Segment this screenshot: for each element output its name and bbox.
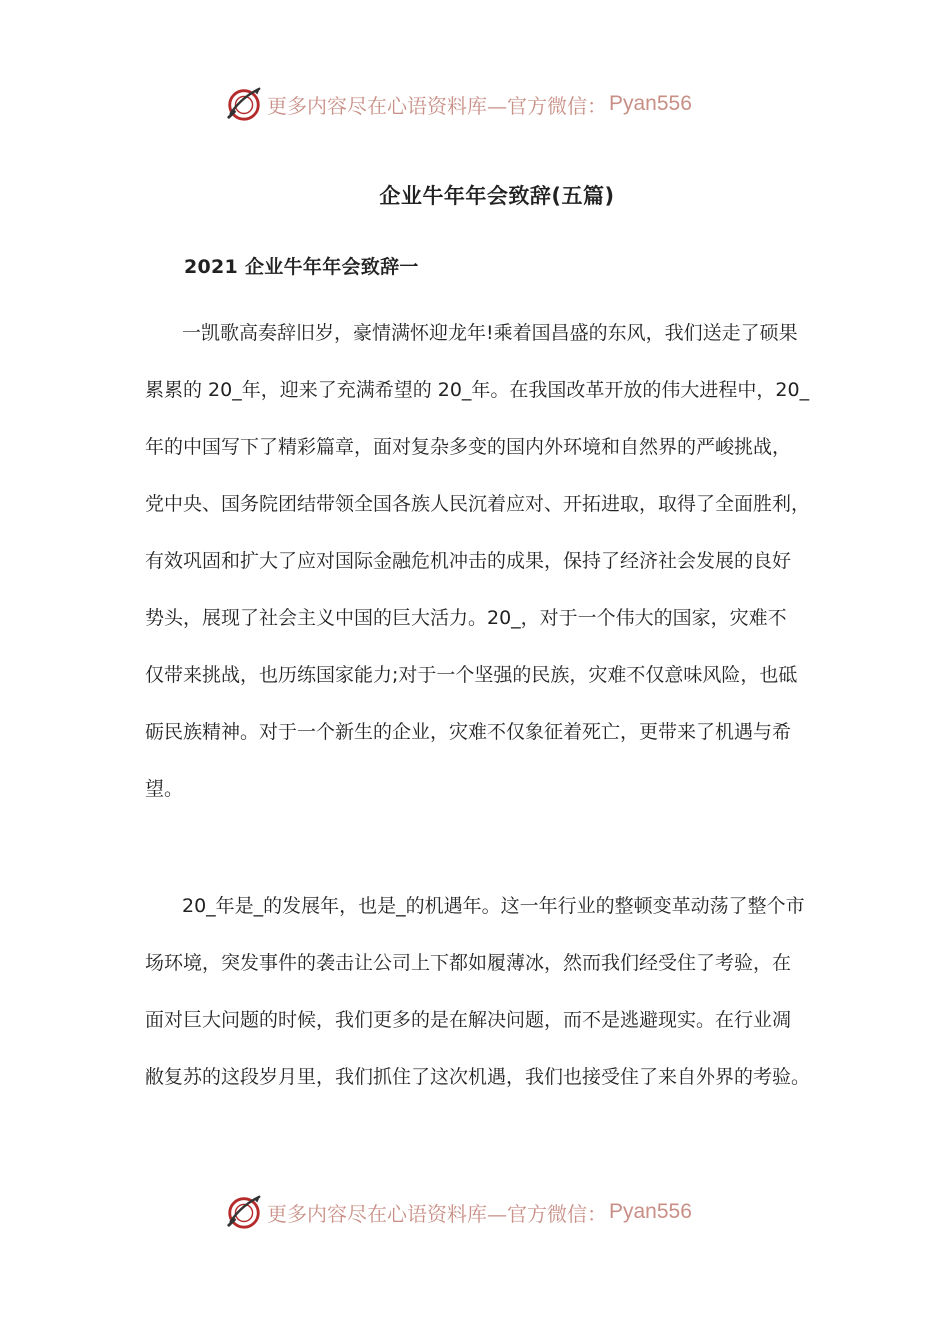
paragraph-line: 党中央、国务院团结带领全国各族人民沉着应对、开拓进取，取得了全面胜利， <box>145 493 811 515</box>
section-title: 2021 企业牛年年会致辞一 <box>184 256 419 278</box>
paragraph-line: 20_年是_的发展年，也是_的机遇年。这一年行业的整顿变革动荡了整个市 <box>182 895 805 917</box>
banner-text: 更多内容尽在心语资料库—官方微信： <box>267 1201 607 1226</box>
paragraph-line: 仅带来挑战，也历练国家能力;对于一个坚强的民族，灾难不仅意味风险，也砥 <box>145 664 798 686</box>
paragraph-line: 敝复苏的这段岁月里，我们抓住了这次机遇，我们也接受住了来自外界的考验。 <box>145 1066 811 1088</box>
paragraph-1 <box>145 318 810 831</box>
paragraph-line: 年的中国写下了精彩篇章，面对复杂多变的国内外环境和自然界的严峻挑战， <box>145 436 792 458</box>
paragraph-line: 累累的 20_年，迎来了充满希望的 20_年。在我国改革开放的伟大进程中，20_ <box>145 379 810 401</box>
banner-wechat-id: Pyan556 <box>609 92 692 115</box>
paragraph-line: 场环境，突发事件的袭击让公司上下都如履薄冰，然而我们经受住了考验，在 <box>145 952 792 974</box>
banner-text: 更多内容尽在心语资料库—官方微信： <box>267 93 607 118</box>
document-title: 企业牛年年会致辞(五篇) <box>379 184 615 208</box>
paragraph-line: 有效巩固和扩大了应对国际金融危机冲击的成果，保持了经济社会发展的良好 <box>145 550 792 572</box>
paragraph-line: 望。 <box>145 778 184 800</box>
xinyu-logo-icon <box>225 1193 263 1231</box>
paragraph-2 <box>145 891 810 1119</box>
xinyu-logo-icon <box>225 85 263 123</box>
paragraph-line: 势头，展现了社会主义中国的巨大活力。20_，对于一个伟大的国家，灾难不 <box>145 607 787 629</box>
header-banner <box>225 84 692 124</box>
footer-banner <box>225 1192 692 1232</box>
paragraph-line: 一凯歌高奏辞旧岁，豪情满怀迎龙年!乘着国昌盛的东风，我们送走了硕果 <box>182 322 798 344</box>
banner-wechat-id: Pyan556 <box>609 1200 692 1223</box>
paragraph-line: 砺民族精神。对于一个新生的企业，灾难不仅象征着死亡，更带来了机遇与希 <box>145 721 792 743</box>
paragraph-line: 面对巨大问题的时候，我们更多的是在解决问题，而不是逃避现实。在行业凋 <box>145 1009 792 1031</box>
